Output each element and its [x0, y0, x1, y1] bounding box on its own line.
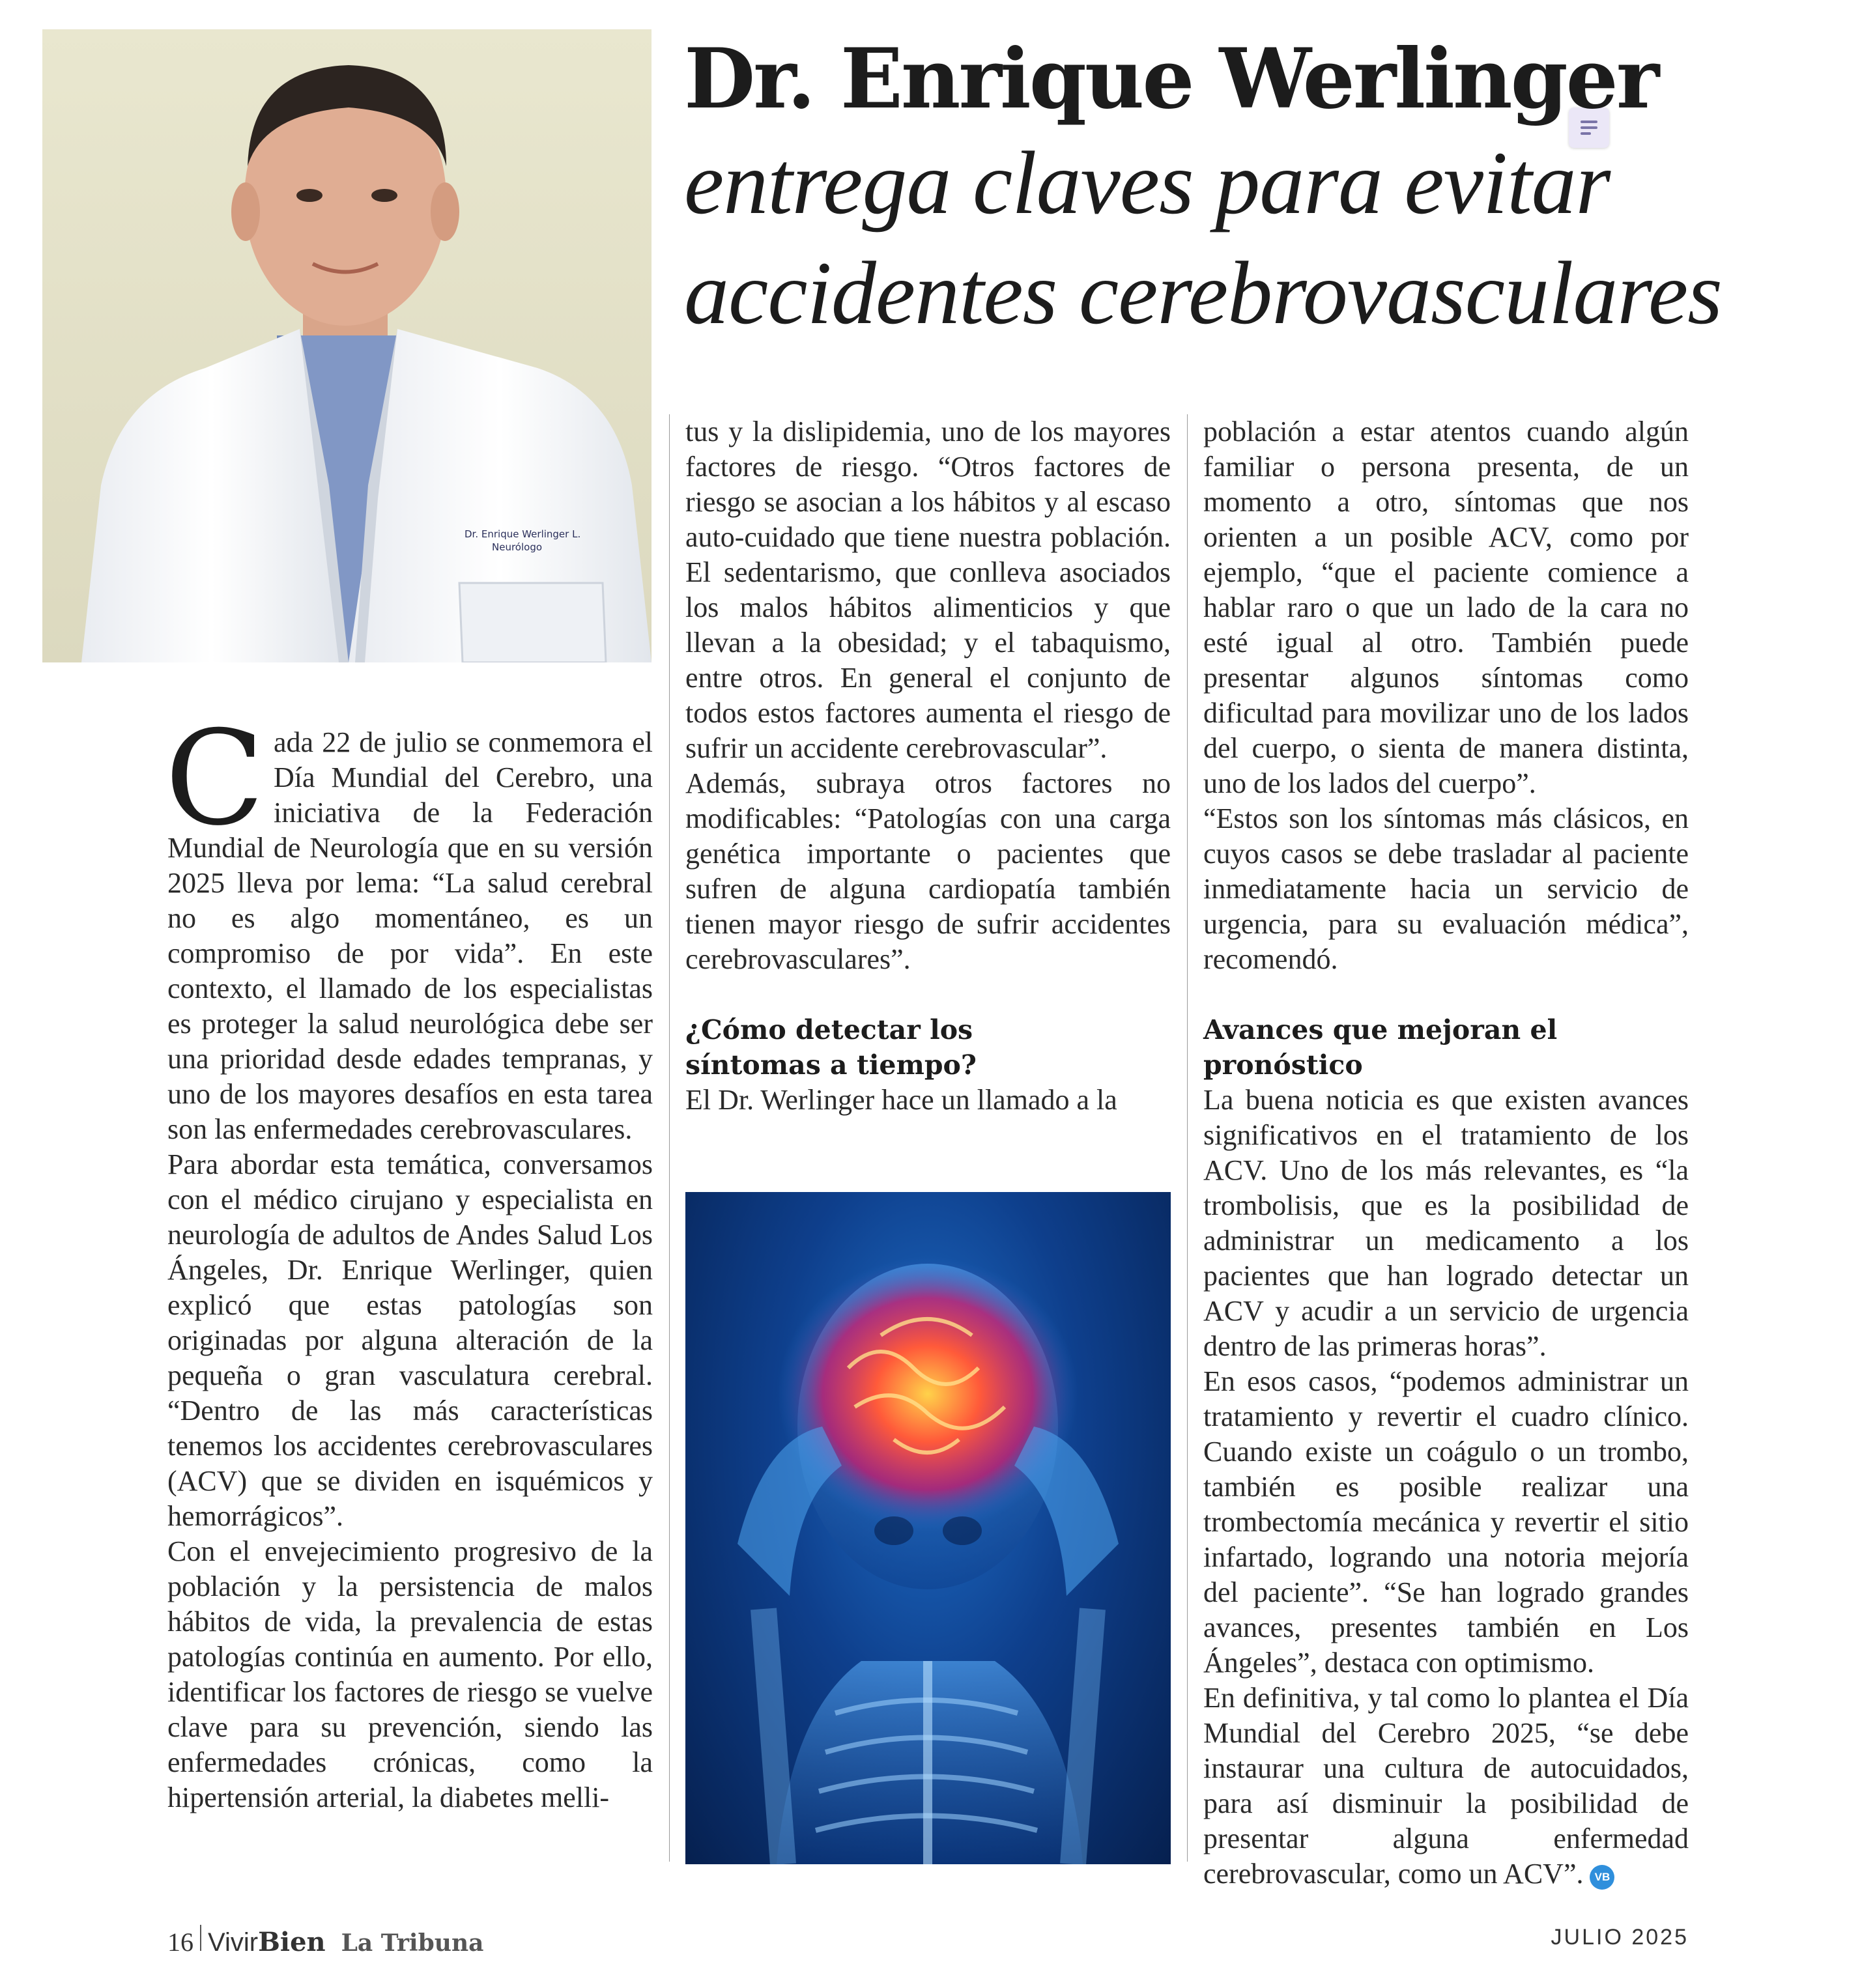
page-number: 16	[167, 1927, 193, 1957]
article-headline	[684, 31, 1844, 348]
paragraph: Además, subraya otros factores no modificables: “Patologías con una carga genética importante o pacientes que sufren de alguna cardiopatía también tienen mayor riesgo de sufrir accidentes cerebrovasculares”.	[685, 767, 1171, 975]
article-column-2	[685, 414, 1171, 1118]
paragraph: En definitiva, y tal como lo plantea el Día Mundial del Cerebro 2025, “se debe instaurar una cultura de autocuidados, para así disminuir la posibilidad de presentar alguna enfermedad cerebrovascular, como un ACV”. VB	[1203, 1682, 1689, 1890]
article-column-1	[165, 703, 653, 1815]
paragraph: “Estos son los síntomas más clásicos, en cuyos casos se debe trasladar al paciente inmediatamente hacia un servicio de urgencia, para su evaluación médica”, recomendó.	[1203, 802, 1689, 975]
paragraph: población a estar atentos cuando algún familiar o persona presenta, de un momento a otro, síntomas que nos orienten a un posible ACV, como por ejemplo, “que el paciente comience a hablar raro o que un lado de la cara no esté igual al otro. También puede presentar algunos síntomas como dificultad para movilizar uno de los lados del cuerpo, o sienta de manera distinta, uno de los lados del cuerpo”.	[1203, 416, 1689, 799]
paragraph: tus y la dislipidemia, uno de los mayores factores de riesgo. “Otros factores de riesgo se asocian a los hábitos y al escaso auto-cuidado que tiene nuestra población. El sedentarismo, que conlleva asociados los malos hábitos alimenticios y que llevan a la obesidad; y el tabaquismo, entre otros. En general el conjunto de todos estos factores aumenta el riesgo de sufrir un accidente cerebrovascular”.	[685, 416, 1171, 764]
article-column-3	[1203, 414, 1689, 1892]
publication-logo: La Tribuna	[341, 1929, 484, 1957]
paragraph: El Dr. Werlinger hace un llamado a la	[685, 1084, 1117, 1116]
paragraph: En esos casos, “podemos administrar un tratamiento y revertir el cuadro clínico. Cuando existe un coágulo o un trombo, también es posible realizar una trombectomía mecánica y revertir el sitio infartado, logrando una notoria mejoría del paciente”. “Se han logrado grandes avances, presentes también en Los Ángeles”, destaca con optimismo.	[1203, 1365, 1689, 1679]
headline-subtitle-line-2: accidentes cerebrovasculares	[684, 242, 1722, 343]
headline-name: Dr. Enrique Werlinger	[684, 31, 1658, 127]
issue-date: JULIO 2025	[1551, 1925, 1689, 1950]
column-divider-2	[1187, 414, 1188, 1862]
subheading-advances: Avances que mejoran el pronóstico	[1203, 1014, 1558, 1081]
end-mark-icon: VB	[1590, 1865, 1614, 1890]
paragraph: Cada 22 de julio se conmemora el Día Mundial del Cerebro, una iniciativa de la Federación Mundial de Neurología que en su versión 2025 lleva por lema: “La salud cerebral no es algo momentáneo, es un compromiso de por vida”. En este contexto, el llamado de los especialistas es proteger la salud neurológica debe ser una prioridad desde edades tempranas, y uno de los mayores desafíos en esta tarea son las enfermedades cerebrovasculares.	[165, 703, 653, 1145]
paragraph: Para abordar esta temática, conversamos con el médico cirujano y especialista en neurología de adultos de Andes Salud Los Ángeles, Dr. Enrique Werlinger, quien explicó que estas patologías son originadas por alguna alteración de la pequeña o gran vasculatura cerebral. “Dentro de las más características tenemos los accidentes cerebrovasculares (ACV) que se dividen en isquémicos y hemorrágicos”.	[167, 1148, 653, 1532]
paragraph: Con el envejecimiento progresivo de la población y la persistencia de malos hábitos de vida, la prevalencia de estas patologías continúa en aumento. Por ello, identificar los factores de riesgo se vuelve clave para su prevención, siendo las enfermedades crónicas, como la hipertensión arterial, la diabetes melli-	[167, 1535, 653, 1813]
headline-subtitle-line-1: entrega claves para evitar	[684, 133, 1610, 233]
column-divider-1	[669, 414, 670, 1862]
doctor-portrait-photo	[42, 29, 651, 662]
page-footer	[167, 1925, 483, 1957]
brain-headache-illustration	[685, 1192, 1171, 1864]
svg-text:Neurólogo: Neurólogo	[492, 541, 543, 553]
svg-text:Dr. Enrique Werlinger L.: Dr. Enrique Werlinger L.	[465, 528, 581, 540]
paragraph: La buena noticia es que existen avances significativos en el tratamiento de los ACV. Uno de los más relevantes, es “la trombolisis, que es la posibilidad de administrar un medicamento a los pacientes que han logrado detectar un ACV y acudir a un servicio de urgencia dentro de las primeras horas”.	[1203, 1084, 1689, 1362]
section-brand: VivirBien	[208, 1927, 326, 1957]
subheading-detect-symptoms: ¿Cómo detectar los síntomas a tiempo?	[685, 1014, 977, 1081]
footer-divider	[200, 1925, 201, 1951]
headline-subtitle	[684, 128, 1844, 348]
drop-cap: C	[165, 703, 265, 855]
